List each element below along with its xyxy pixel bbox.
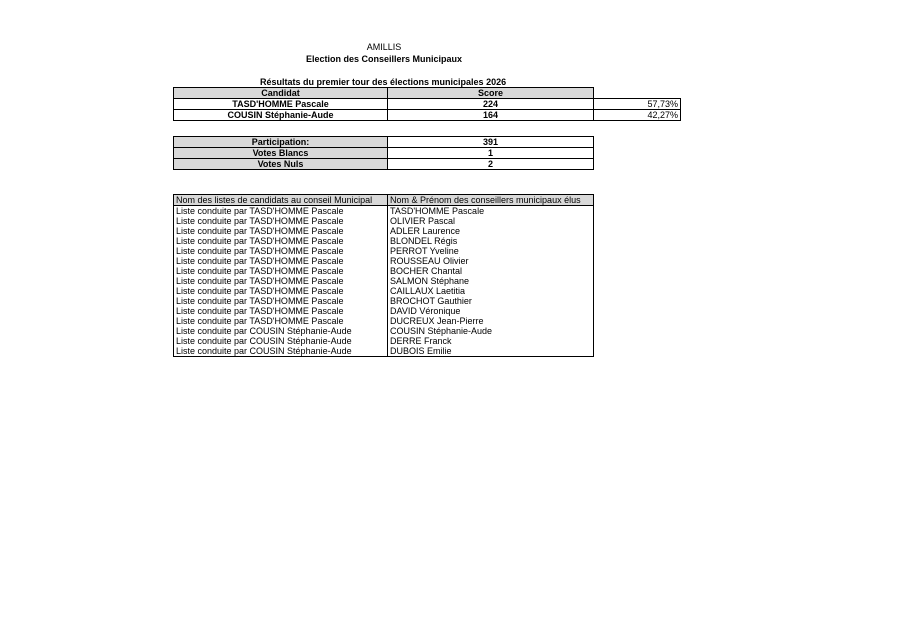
candidate-percent: 42,27% — [594, 110, 681, 121]
table-row — [174, 316, 594, 326]
empty-cell — [594, 88, 681, 99]
list-name: Liste conduite par TASD'HOMME Pascale — [174, 246, 388, 256]
table-row — [174, 137, 594, 148]
town-name: AMILLIS — [366, 42, 402, 52]
elected-councillors-table — [173, 194, 594, 357]
councillor-name: ADLER Laurence — [390, 226, 461, 236]
blank-votes-label: Votes Blancs — [174, 148, 388, 159]
table-row — [174, 266, 594, 276]
councillor-name: CAILLAUX Laetitia — [390, 286, 466, 296]
table-row — [174, 296, 594, 306]
list-name: Liste conduite par TASD'HOMME Pascale — [174, 206, 388, 217]
results-caption: Résultats du premier tour des élections municipales 2026 — [260, 77, 507, 87]
table-row — [174, 306, 594, 316]
candidate-score: 164 — [388, 110, 594, 121]
column-header-elected: Nom & Prénom des conseillers municipaux élus — [388, 195, 594, 206]
elected-header-row — [174, 195, 594, 206]
results-header-row — [174, 88, 681, 99]
table-row — [174, 286, 594, 296]
candidate-name: COUSIN Stéphanie-Aude — [174, 110, 388, 121]
table-row — [174, 346, 594, 357]
table-row — [174, 206, 594, 217]
participation-table — [173, 136, 594, 170]
list-name: Liste conduite par COUSIN Stéphanie-Aude — [174, 326, 388, 336]
list-name: Liste conduite par TASD'HOMME Pascale — [174, 316, 388, 326]
table-row — [174, 159, 594, 170]
table-row — [174, 246, 594, 256]
councillor-name: DUBOIS Emilie — [390, 346, 452, 356]
column-header-candidate: Candidat — [174, 88, 388, 99]
table-row — [174, 216, 594, 226]
table-row — [174, 336, 594, 346]
list-name: Liste conduite par TASD'HOMME Pascale — [174, 266, 388, 276]
list-name: Liste conduite par TASD'HOMME Pascale — [174, 306, 388, 316]
councillor-name: TASD'HOMME Pascale — [390, 206, 485, 216]
elected-rows — [174, 206, 594, 357]
list-name: Liste conduite par TASD'HOMME Pascale — [174, 296, 388, 306]
table-row — [174, 256, 594, 266]
candidate-name: TASD'HOMME Pascale — [174, 99, 388, 110]
document-title: Election des Conseillers Municipaux — [305, 54, 463, 64]
list-name: Liste conduite par TASD'HOMME Pascale — [174, 226, 388, 236]
table-row — [174, 326, 594, 336]
results-table — [173, 87, 681, 121]
null-votes-label: Votes Nuls — [174, 159, 388, 170]
participation-label: Participation: — [174, 137, 388, 148]
blank-votes-value: 1 — [388, 148, 594, 159]
list-name: Liste conduite par TASD'HOMME Pascale — [174, 236, 388, 246]
list-name: Liste conduite par COUSIN Stéphanie-Aude — [174, 346, 388, 357]
councillor-name: DAVID Véronique — [390, 306, 461, 316]
table-row — [174, 148, 594, 159]
councillor-name: PERROT Yveline — [390, 246, 459, 256]
table-row — [174, 226, 594, 236]
table-row — [174, 99, 681, 110]
null-votes-value: 2 — [388, 159, 594, 170]
councillor-name: BLONDEL Régis — [390, 236, 458, 246]
column-header-list: Nom des listes de candidats au conseil Municipal — [174, 195, 388, 206]
candidate-percent: 57,73% — [594, 99, 681, 110]
councillor-name: DUCREUX Jean-Pierre — [390, 316, 484, 326]
list-name: Liste conduite par TASD'HOMME Pascale — [174, 216, 388, 226]
councillor-name: BROCHOT Gauthier — [390, 296, 472, 306]
list-name: Liste conduite par TASD'HOMME Pascale — [174, 276, 388, 286]
candidate-score: 224 — [388, 99, 594, 110]
column-header-score: Score — [388, 88, 594, 99]
table-row — [174, 276, 594, 286]
councillor-name: COUSIN Stéphanie-Aude — [390, 326, 493, 336]
councillor-name: OLIVIER Pascal — [390, 216, 456, 226]
list-name: Liste conduite par TASD'HOMME Pascale — [174, 286, 388, 296]
list-name: Liste conduite par TASD'HOMME Pascale — [174, 256, 388, 266]
councillor-name: BOCHER Chantal — [390, 266, 463, 276]
list-name: Liste conduite par COUSIN Stéphanie-Aude — [174, 336, 388, 346]
participation-value: 391 — [388, 137, 594, 148]
councillor-name: SALMON Stéphane — [390, 276, 470, 286]
councillor-name: DERRE Franck — [390, 336, 452, 346]
table-row — [174, 236, 594, 246]
councillor-name: ROUSSEAU Olivier — [390, 256, 469, 266]
table-row — [174, 110, 681, 121]
